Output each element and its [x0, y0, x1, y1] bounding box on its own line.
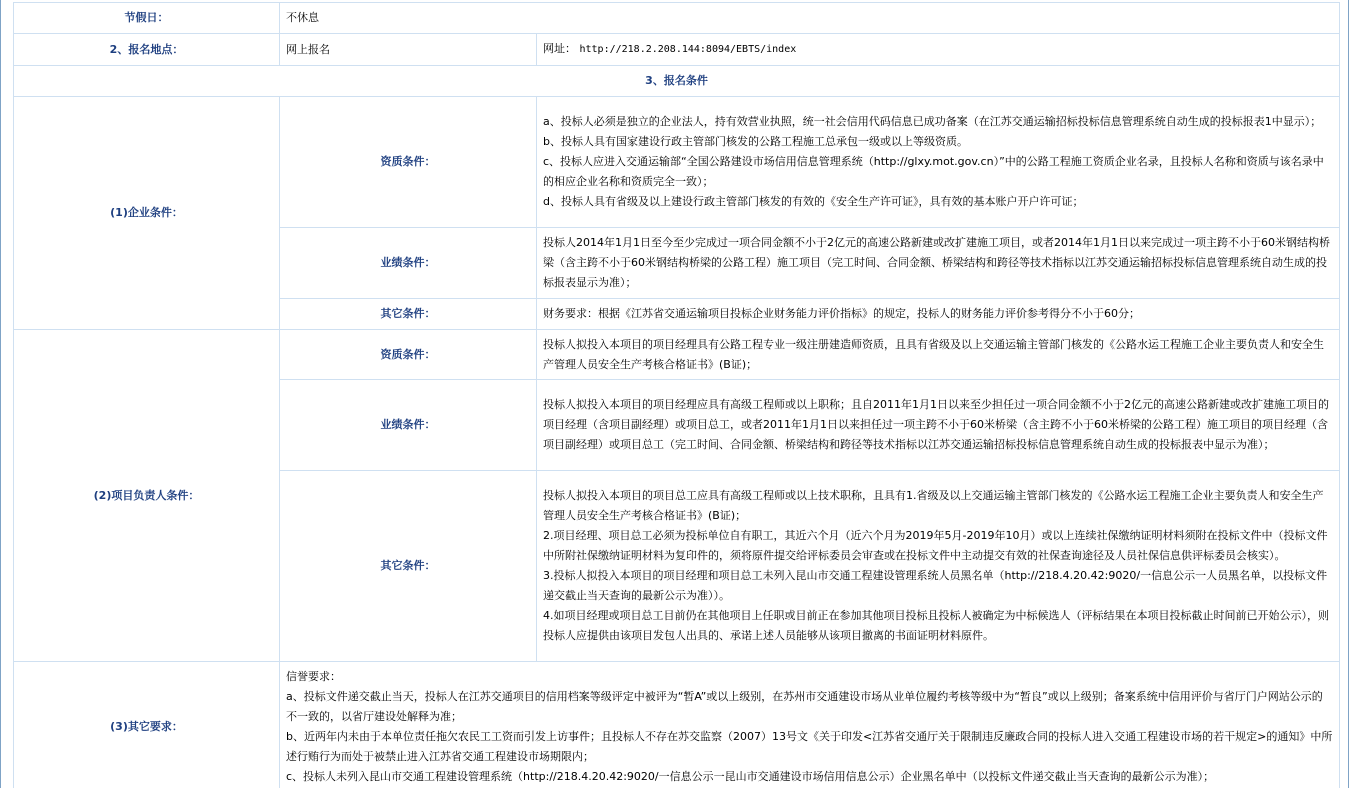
- manager-conditions-label: (2)项目负责人条件：: [14, 330, 280, 662]
- manager-performance-label: 业绩条件：: [280, 380, 537, 471]
- enterprise-performance-label: 业绩条件：: [280, 228, 537, 299]
- location-row: [14, 34, 1340, 66]
- holiday-value: 不休息: [280, 3, 1340, 34]
- enterprise-qualification-line-a: a、投标人必须是独立的企业法人，持有效营业执照，统一社会信用代码信息已成功备案（在江苏交通运输招标投标信息管理系统自动生成的投标报表1中显示）；: [543, 115, 1322, 128]
- url-label: 网址：: [543, 42, 576, 55]
- other-requirements-row: [14, 662, 1340, 788]
- enterprise-qualification-line-b: b、投标人具有国家建设行政主管部门核发的公路工程施工总承包一级或以上等级资质。: [543, 135, 968, 148]
- registration-info-table: [13, 2, 1340, 788]
- enterprise-qualification-label: 资质条件：: [280, 97, 537, 228]
- enterprise-conditions-label: (1)企业条件：: [14, 97, 280, 330]
- registration-url-link[interactable]: http://218.2.208.144:8094/EBTS/index: [579, 44, 797, 55]
- manager-other-label: 其它条件：: [280, 471, 537, 662]
- manager-qualification-label: 资质条件：: [280, 330, 537, 380]
- manager-other-line-4: 4.如项目经理或项目总工目前仍在其他项目上任职或目前正在参加其他项目投标且投标人被确定为中标候选人（评标结果在本项目投标截止时间前已开始公示），则投标人应提供由该项目发包人出具的、承诺上述人员能够从该项目撤离的书面证明材料原件。: [543, 609, 1329, 642]
- credit-requirement-b: b、近两年内未由于本单位责任拖欠农民工工资而引发上访事件；且投标人不存在苏交监察（2007）13号文《关于印发<江苏省交通厅关于限制违反廉政合同的投标人进入交通工程建设市场的若干规定>的通知》中所述行贿行为而处于被禁止进入江苏省交通工程建设市场期限内；: [286, 729, 1333, 763]
- enterprise-other-text: 财务要求：根据《江苏省交通运输项目投标企业财务能力评价指标》的规定，投标人的财务能力评价参考得分不小于60分；: [537, 299, 1340, 330]
- location-value: 网上报名: [280, 34, 537, 66]
- holiday-label: 节假日：: [14, 3, 280, 34]
- manager-other-line-2: 2.项目经理、项目总工必须为投标单位自有职工，其近六个月（近六个月为2019年5月-2019年10月）或以上连续社保缴纳证明材料须附在投标文件中（投标文件中所附社保缴纳证明材料为复印件的，须将原件提交给评标委员会审查或在投标文件中主动提交有效的社保查询途径及人员社保信息供评标委员会核实）。: [543, 529, 1328, 562]
- manager-qualification-text: 投标人拟投入本项目的项目经理具有公路工程专业一级注册建造师资质，且具有省级及以上交通运输主管部门核发的《公路水运工程施工企业主要负责人和安全生产管理人员安全生产考核合格证书》(B证)；: [537, 330, 1340, 380]
- enterprise-qualification-text: [537, 97, 1340, 228]
- credit-requirement-a: a、投标文件递交截止当天，投标人在江苏交通项目的信用档案等级评定中被评为“暂A”或以上级别，在苏州市交通建设市场从业单位履约考核等级中为“暂良”或以上级别；备案系统中信用评价与省厅门户网站公示的不一致的，以省厅建设处解释为准；: [286, 689, 1323, 723]
- manager-other-line-1: 投标人拟投入本项目的项目总工应具有高级工程师或以上技术职称，且具有1.省级及以上交通运输主管部门核发的《公路水运工程施工企业主要负责人和安全生产管理人员安全生产考核合格证书》(B证)；: [543, 489, 1324, 522]
- conditions-header: 3、报名条件: [14, 66, 1340, 97]
- manager-performance-text: 投标人拟投入本项目的项目经理应具有高级工程师或以上职称；且自2011年1月1日以来至少担任过一项合同金额不小于2亿元的高速公路新建或改扩建施工项目的项目经理（含项目副经理）或项目总工，或者2011年1月1日以来担任过一项主跨不小于60米桥梁（含主跨不小于60米桥梁的公路工程）施工项目的项目经理（含项目副经理）或项目总工（完工时间、合同金额、桥梁结构和跨径等技术指标以江苏交通运输招标投标信息管理系统自动生成的投标报表中显示为准）；: [537, 380, 1340, 471]
- manager-other-line-3: 3.投标人拟投入本项目的项目经理和项目总工未列入昆山市交通工程建设管理系统人员黑名单（http://218.4.20.42:9020/一信息公示一人员黑名单，以投标文件递交截止当天查询的最新公示为准））。: [543, 569, 1328, 602]
- location-url-cell: [537, 34, 1340, 66]
- credit-requirement-c: c、投标人未列入昆山市交通工程建设管理系统（http://218.4.20.42:9020/一信息公示一昆山市交通建设市场信用信息公示）企业黑名单中（以投标文件递交截止当天查询的最新公示为准）；: [286, 769, 1215, 783]
- location-label: 2、报名地点：: [14, 34, 280, 66]
- other-requirements-label: (3)其它要求：: [14, 662, 280, 788]
- enterprise-performance-text: 投标人2014年1月1日至今至少完成过一项合同金额不小于2亿元的高速公路新建或改扩建施工项目，或者2014年1月1日以来完成过一项主跨不小于60米钢结构桥梁（含主跨不小于60米钢结构桥梁的公路工程）施工项目（完工时间、合同金额、桥梁结构和跨径等技术指标以江苏交通运输招标投标信息管理系统自动生成的投标报表显示为准）；: [537, 228, 1340, 299]
- holiday-row: [14, 3, 1340, 34]
- enterprise-other-label: 其它条件：: [280, 299, 537, 330]
- enterprise-qualification-line-d: d、投标人具有省级及以上建设行政主管部门核发的有效的《安全生产许可证》，具有效的基本账户开户许可证；: [543, 195, 1084, 208]
- enterprise-qualification-line-c: c、投标人应进入交通运输部“全国公路建设市场信用信息管理系统（http://glxy.mot.gov.cn）”中的公路工程施工资质企业名录，且投标人名称和资质与该名录中的相应企业名称和资质完全一致）；: [543, 155, 1324, 188]
- other-requirements-text: [280, 662, 1340, 788]
- conditions-header-row: [14, 66, 1340, 97]
- manager-other-text: [537, 471, 1340, 662]
- enterprise-qualification-row: [14, 97, 1340, 228]
- credit-requirements-title: 信誉要求：: [286, 669, 341, 683]
- manager-qualification-row: [14, 330, 1340, 380]
